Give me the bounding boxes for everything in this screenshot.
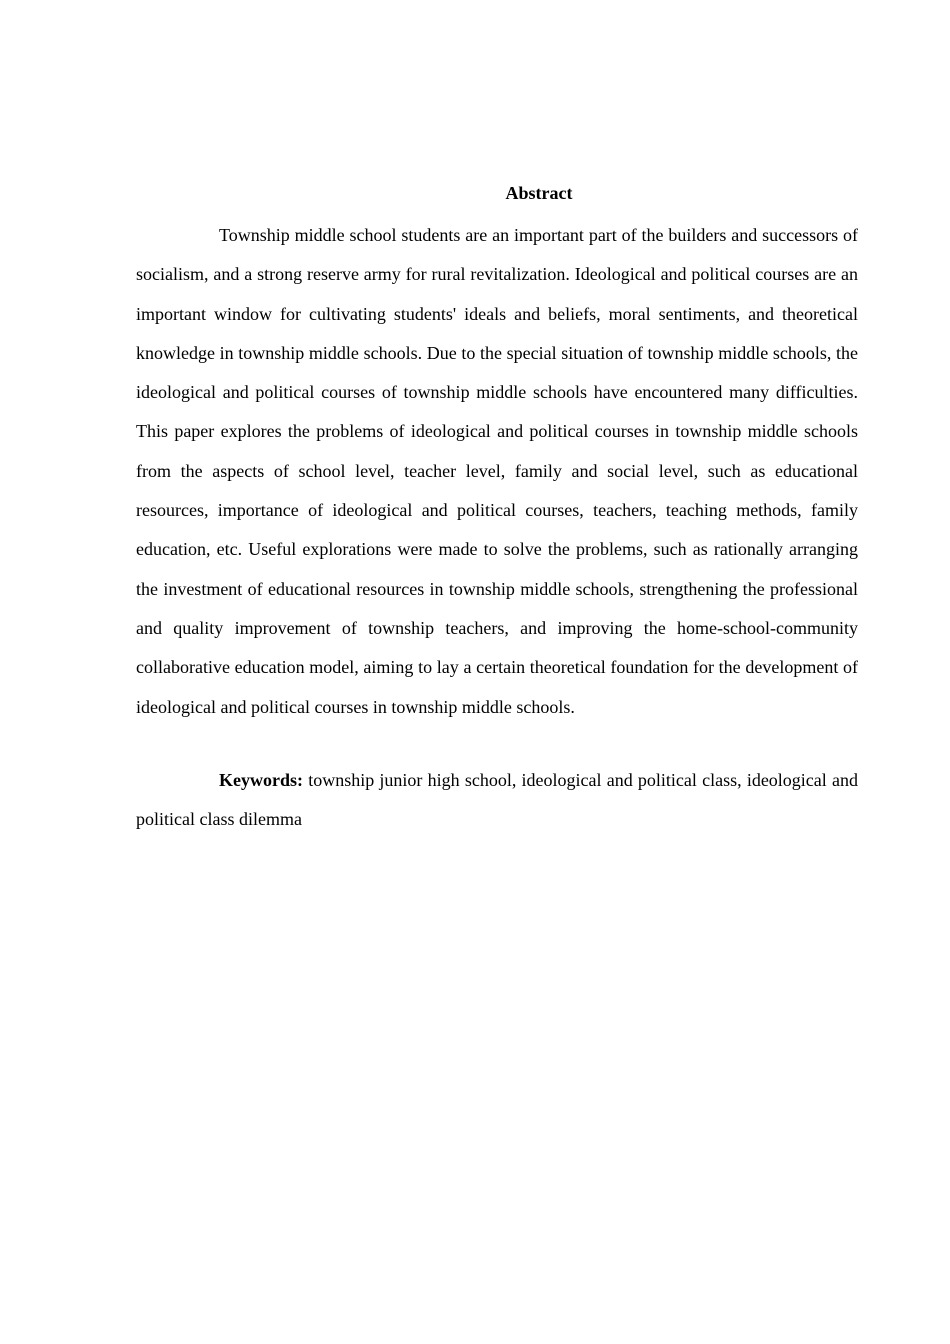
abstract-title: Abstract: [505, 183, 573, 203]
abstract-section: [136, 180, 858, 839]
keywords-paragraph: [136, 761, 858, 840]
keywords-label: Keywords:: [219, 769, 303, 790]
keywords-list: township junior high school, ideological and political class, ideological and political class dilemma: [136, 769, 858, 830]
abstract-paragraph: Township middle school students are an important part of the builders and successors of socialism, and a strong reserve army for rural revitalization. Ideological and political courses are an important window for cultivating students' ideals and beliefs, moral sentiments, and theoretical knowledge in township middle schools. Due to the special situation of township middle schools, the ideological and political courses of township middle schools have encountered many difficulties. This paper explores the problems of ideological and political courses in township middle schools from the aspects of school level, teacher level, family and social level, such as educational resources, importance of ideological and political courses, teachers, teaching methods, family education, etc. Useful explorations were made to solve the problems, such as rationally arranging the investment of educational resources in township middle schools, strengthening the professional and quality improvement of township teachers, and improving the home-school-community collaborative education model, aiming to lay a certain theoretical foundation for the development of ideological and political courses in township middle schools.: [136, 225, 858, 717]
